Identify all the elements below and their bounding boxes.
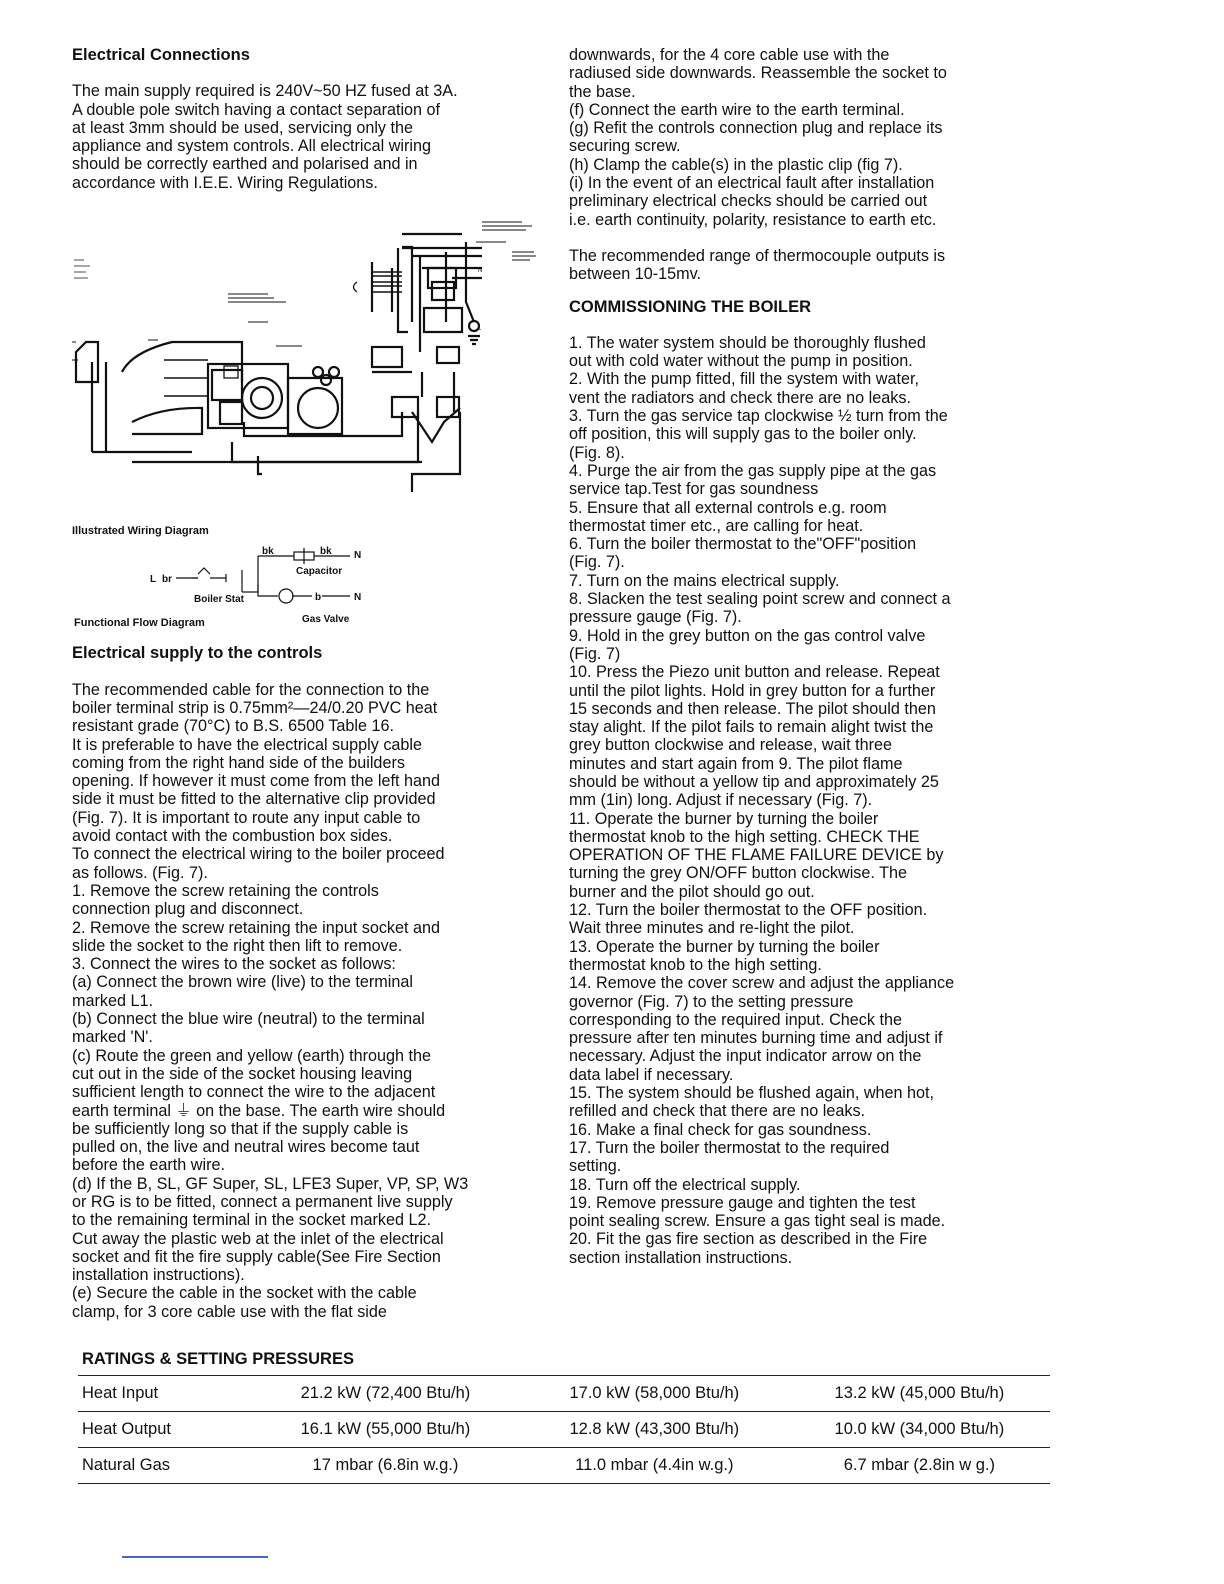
ratings-row-label: Heat Input xyxy=(78,1376,251,1412)
ratings-cell: 17.0 kW (58,000 Btu/h) xyxy=(520,1376,789,1412)
text-line: radiused side downwards. Reassemble the socket to xyxy=(569,64,947,83)
text-line: 20. Fit the gas fire section as described in the Fire xyxy=(569,1230,928,1249)
left-column xyxy=(72,46,542,1321)
text-line: between 10-15mv. xyxy=(569,265,701,284)
text-line: (b) Connect the blue wire (neutral) to the terminal xyxy=(72,1010,425,1029)
text-line: 8. Slacken the test sealing point screw and connect a xyxy=(569,590,951,609)
text-line: 16. Make a final check for gas soundness. xyxy=(569,1120,872,1139)
illustrated-wiring-diagram xyxy=(72,212,542,522)
text-line: preliminary electrical checks should be carried out xyxy=(569,192,928,211)
text-line: point sealing screw. Ensure a gas tight seal is made. xyxy=(569,1212,946,1231)
text-line: pressure after ten minutes burning time and adjust if xyxy=(569,1029,943,1048)
text-line: (e) Secure the cable in the socket with the cable xyxy=(72,1284,417,1303)
text-line: 15. The system should be flushed again, when hot, xyxy=(569,1084,935,1103)
svg-text:N: N xyxy=(478,268,483,275)
flow-boiler-stat: Boiler Stat xyxy=(194,594,245,606)
ratings-row-label: Natural Gas xyxy=(78,1448,251,1484)
ratings-cell: 11.0 mbar (4.4in w.g.) xyxy=(520,1448,789,1484)
text-line: minutes and start again from 9. The pilot flame xyxy=(569,754,903,773)
text-line: service tap.Test for gas soundness xyxy=(569,480,819,499)
text-line: refilled and check that there are no leaks. xyxy=(569,1102,866,1121)
ratings-row xyxy=(78,1412,1050,1448)
text-line: The main supply required is 240V~50 HZ fused at 3A. xyxy=(72,82,458,101)
text-line: 19. Remove pressure gauge and tighten the test xyxy=(569,1193,916,1212)
text-line: turning the grey ON/OFF button clockwise. The xyxy=(569,864,907,883)
text-line: thermostat timer etc., are calling for heat. xyxy=(569,516,864,535)
functional-flow-diagram xyxy=(72,544,542,630)
text-line: 2. With the pump fitted, fill the system with water, xyxy=(569,370,919,389)
text-line: sufficient length to connect the wire to the adjacent xyxy=(72,1083,436,1102)
text-line: 13. Operate the burner by turning the boiler xyxy=(569,937,880,956)
text-line: or RG is to be fitted, connect a permanent live supply xyxy=(72,1192,453,1211)
text-line: downwards, for the 4 core cable use with the xyxy=(569,46,890,64)
flow-diagram-drawing xyxy=(72,544,542,630)
text-line: Wait three minutes and re-light the pilot. xyxy=(569,919,855,938)
ratings-cell: 13.2 kW (45,000 Btu/h) xyxy=(789,1376,1050,1412)
connection-continued-text xyxy=(569,46,1049,229)
text-line: earth terminal ⏚ on the base. The earth wire should xyxy=(72,1101,446,1120)
text-line: (h) Clamp the cable(s) in the plastic clip (fig 7). xyxy=(569,155,903,174)
text-line: OPERATION OF THE FLAME FAILURE DEVICE by xyxy=(569,846,944,865)
commissioning-heading: COMMISSIONING THE BOILER xyxy=(569,297,812,316)
text-line: clamp, for 3 core cable use with the flat side xyxy=(72,1302,387,1321)
text-line: (Fig. 8). xyxy=(569,443,625,462)
text-line: securing screw. xyxy=(569,137,681,156)
text-line: as follows. (Fig. 7). xyxy=(72,863,208,882)
right-column xyxy=(569,46,1049,1267)
text-line: grey button clockwise and release, wait three xyxy=(569,736,893,755)
text-line: should be correctly earthed and polarised and in xyxy=(72,155,418,174)
text-line: 10. Press the Piezo unit button and release. Repeat xyxy=(569,663,940,682)
text-line: 3. Connect the wires to the socket as follows: xyxy=(72,955,396,974)
text-line: It is preferable to have the electrical supply cable xyxy=(72,735,423,754)
text-line: (Fig. 7) xyxy=(569,644,621,663)
text-line: accordance with I.E.E. Wiring Regulations. xyxy=(72,173,378,192)
text-line: off position, this will supply gas to the boiler only. xyxy=(569,425,917,444)
text-line: the base. xyxy=(569,82,636,101)
text-line: connection plug and disconnect. xyxy=(72,900,304,919)
flow-capacitor: Capacitor xyxy=(296,566,343,578)
text-line: until the pilot lights. Hold in grey button for a further xyxy=(569,681,936,700)
flow-bk-left: bk xyxy=(262,546,274,558)
text-line: 9. Hold in the grey button on the gas control valve xyxy=(569,626,926,645)
text-line: marked L1. xyxy=(72,991,153,1010)
text-line: To connect the electrical wiring to the boiler proceed xyxy=(72,845,445,864)
text-line: mm (1in) long. Adjust if necessary (Fig. 7). xyxy=(569,791,873,810)
text-line: 5. Ensure that all external controls e.g. room xyxy=(569,498,887,517)
text-line: 18. Turn off the electrical supply. xyxy=(569,1175,801,1194)
footer-divider xyxy=(122,1556,268,1558)
text-line: 7. Turn on the mains electrical supply. xyxy=(569,571,840,590)
text-line: governor (Fig. 7) to the setting pressure xyxy=(569,992,854,1011)
text-line: (Fig. 7). It is important to route any input cable to xyxy=(72,808,421,827)
text-line: 6. Turn the boiler thermostat to the"OFF"position xyxy=(569,535,917,554)
text-line: slide the socket to the right then lift to remove. xyxy=(72,936,403,955)
text-line: 1. Remove the screw retaining the controls xyxy=(72,881,379,900)
text-line: boiler terminal strip is 0.75mm²—24/0.20 PVC heat xyxy=(72,698,438,717)
text-line: (i) In the event of an electrical fault after installation xyxy=(569,174,935,193)
flow-n-top: N xyxy=(354,550,362,562)
flow-bk-right: bk xyxy=(320,546,332,558)
text-line: A double pole switch having a contact separation of xyxy=(72,100,441,119)
flow-n-bottom: N xyxy=(354,592,362,604)
wiring-diagram-caption: Illustrated Wiring Diagram xyxy=(72,525,209,538)
flow-br: br xyxy=(162,574,172,586)
text-line: necessary. Adjust the input indicator arrow on the xyxy=(569,1047,922,1066)
ratings-table xyxy=(78,1375,1050,1484)
text-line: (a) Connect the brown wire (live) to the terminal xyxy=(72,973,413,992)
text-line: (c) Route the green and yellow (earth) through the xyxy=(72,1046,432,1065)
commissioning-steps xyxy=(569,334,1049,1267)
ratings-section xyxy=(78,1350,1050,1484)
electrical-connections-heading: Electrical Connections xyxy=(72,46,250,64)
text-line: 14. Remove the cover screw and adjust the appliance xyxy=(569,974,955,993)
text-line: section installation instructions. xyxy=(569,1248,793,1267)
text-line: 3. Turn the gas service tap clockwise ½ turn from the xyxy=(569,407,948,426)
flow-l: L xyxy=(150,574,157,586)
text-line: 1. The water system should be thoroughly flushed xyxy=(569,333,926,352)
text-line: pulled on, the live and neutral wires become taut xyxy=(72,1138,420,1157)
text-line: appliance and system controls. All electrical wiring xyxy=(72,137,431,156)
text-line: The recommended cable for the connection to the xyxy=(72,680,430,699)
text-line: side it must be fitted to the alternative clip provided xyxy=(72,790,436,809)
text-line: 17. Turn the boiler thermostat to the required xyxy=(569,1138,890,1157)
text-line: burner and the pilot should go out. xyxy=(569,882,815,901)
electrical-supply-text xyxy=(72,681,542,1321)
text-line: pressure gauge (Fig. 7). xyxy=(569,608,742,627)
text-line: before the earth wire. xyxy=(72,1156,225,1175)
text-line: stay alight. If the pilot fails to remain alight twist the xyxy=(569,718,934,737)
text-line: be sufficiently long so that if the supply cable is xyxy=(72,1119,409,1138)
text-line: avoid contact with the combustion box sides. xyxy=(72,827,393,846)
ratings-cell: 21.2 kW (72,400 Btu/h) xyxy=(251,1376,520,1412)
flow-diagram-caption: Functional Flow Diagram xyxy=(74,617,205,630)
text-line: out with cold water without the pump in position. xyxy=(569,352,913,371)
svg-text:L: L xyxy=(478,326,482,333)
text-line: to the remaining terminal in the socket marked L2. xyxy=(72,1211,432,1230)
text-line: 4. Purge the air from the gas supply pipe at the gas xyxy=(569,461,937,480)
text-line: marked 'N'. xyxy=(72,1028,153,1047)
ratings-heading: RATINGS & SETTING PRESSURES xyxy=(82,1350,354,1368)
text-line: data label if necessary. xyxy=(569,1065,734,1084)
text-line: setting. xyxy=(569,1157,622,1176)
ratings-row xyxy=(78,1376,1050,1412)
ratings-cell: 17 mbar (6.8in w.g.) xyxy=(251,1448,520,1484)
ratings-cell: 10.0 kW (34,000 Btu/h) xyxy=(789,1412,1050,1448)
electrical-connections-text xyxy=(72,82,542,192)
text-line: (f) Connect the earth wire to the earth terminal. xyxy=(569,100,905,119)
flow-gas-valve: Gas Valve xyxy=(302,614,350,626)
electrical-supply-heading: Electrical supply to the controls xyxy=(72,644,323,663)
ratings-row-label: Heat Output xyxy=(78,1412,251,1448)
text-line: cut out in the side of the socket housing leaving xyxy=(72,1064,413,1083)
text-line: 2. Remove the screw retaining the input socket and xyxy=(72,918,441,937)
wiring-diagram-drawing xyxy=(72,212,542,522)
text-line: installation instructions). xyxy=(72,1266,245,1285)
text-line: (d) If the B, SL, GF Super, SL, LFE3 Super, VP, SP, W3 xyxy=(72,1174,469,1193)
text-line: (Fig. 7). xyxy=(569,553,625,572)
text-line: 15 seconds and then release. The pilot should then xyxy=(569,699,936,718)
text-line: vent the radiators and check there are no leaks. xyxy=(569,388,911,407)
text-line: coming from the right hand side of the builders xyxy=(72,753,405,772)
ratings-cell: 6.7 mbar (2.8in w g.) xyxy=(789,1448,1050,1484)
ratings-cell: 12.8 kW (43,300 Btu/h) xyxy=(520,1412,789,1448)
text-line: 11. Operate the burner by turning the boiler xyxy=(569,809,879,828)
text-line: socket and fit the fire supply cable(See Fire Section xyxy=(72,1247,441,1266)
text-line: corresponding to the required input. Check the xyxy=(569,1010,902,1029)
flow-b: b xyxy=(315,592,322,604)
text-line: i.e. earth continuity, polarity, resistance to earth etc. xyxy=(569,210,937,229)
text-line: (g) Refit the controls connection plug and replace its xyxy=(569,119,943,138)
ratings-row xyxy=(78,1448,1050,1484)
text-line: thermostat knob to the high setting. xyxy=(569,955,822,974)
text-line: resistant grade (70°C) to B.S. 6500 Table 16. xyxy=(72,717,395,736)
text-line: opening. If however it must come from the left hand xyxy=(72,772,441,791)
text-line: thermostat knob to the high setting. CHECK THE xyxy=(569,827,920,846)
text-line: 12. Turn the boiler thermostat to the OFF position. xyxy=(569,901,928,920)
text-line: at least 3mm should be used, servicing only the xyxy=(72,118,414,137)
text-line: Cut away the plastic web at the inlet of the electrical xyxy=(72,1229,444,1248)
thermocouple-text xyxy=(569,247,1049,284)
text-line: should be without a yellow tip and approximately 25 xyxy=(569,772,939,791)
ratings-cell: 16.1 kW (55,000 Btu/h) xyxy=(251,1412,520,1448)
text-line: The recommended range of thermocouple outputs is xyxy=(569,246,946,265)
